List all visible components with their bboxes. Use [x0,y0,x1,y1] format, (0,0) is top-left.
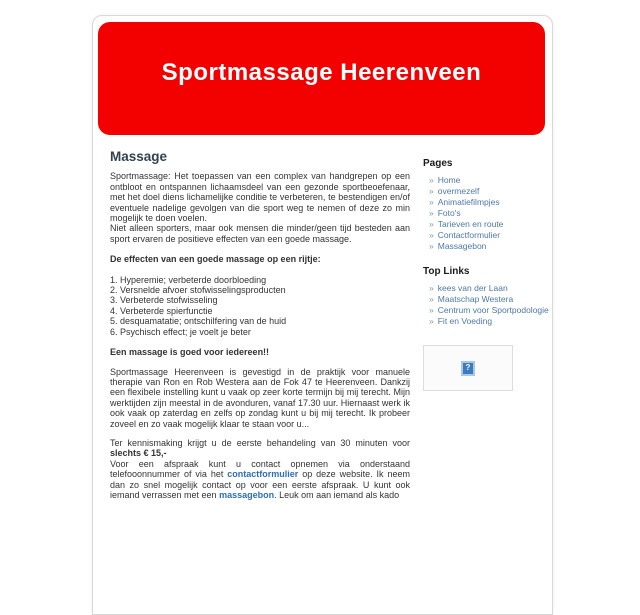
site-container [92,15,553,615]
chevron-bullet-icon: » [429,230,434,240]
about-paragraph: Sportmassage Heerenveen is gevestigd in de praktijk voor manuele therapie van Ron en Rob Westera aan de Fok 47 te Heerenveen. Dankzij een flexibele instelling kunt u vaak op zeer korte termijn bij mij terecht. Mijn werktijden zijn meestal in de avonduren, vanaf 17.30 uur. Hiernaast werk ik ook vaak op zaterdag en zelfs op zondag kunt u bij mij terecht. Ik probeer zoveel en zo vaak mogelijk klaar te staan voor u... [110,366,410,429]
chevron-bullet-icon: » [429,197,434,207]
contact-text-2: op deze website. Ik neem dan zo snel mogelijk contact op voor een eerste afspraak. U kunt ook iemand verrassen met een [110,469,410,500]
sidebar-link-overmezelf[interactable] [423,186,549,197]
contact-text-1: Voor een afspraak kunt u contact opnemen via onderstaand telefooonnummer of via het [110,458,410,480]
chevron-bullet-icon: » [429,283,434,293]
effects-item: 6. Psychisch effect; je voelt je beter [110,326,251,337]
sidebar-link-label: Maatschap Westera [437,294,514,304]
intro-text-1: Sportmassage: Het toepassen van een complex van handgrepen op een ontbloot en ontspannen lichaamsdeel van een gezonde sportbeoefenaar, met het doel diens lichamelijke conditie te verbeteren, te bestendigen en/of eventuele nadelige gevolgen van die sport weg te nemen of deze zo min mogelijk te doen voelen. [110,171,410,224]
chevron-bullet-icon: » [429,294,434,304]
chevron-bullet-icon: » [429,186,434,196]
toplink-maatschap-westera[interactable] [423,294,549,305]
chevron-bullet-icon: » [429,316,434,326]
top-links-list [423,283,549,327]
chevron-bullet-icon: » [429,219,434,229]
sidebar-link-label: Massagebon [437,241,487,251]
sidebar-link-label: overmezelf [437,186,480,196]
site-title[interactable]: Sportmassage Heerenveen [161,58,482,86]
toplink-fit-en-voeding[interactable] [423,316,549,327]
effects-item: 2. Versnelde afvoer stofwisselingsproducten [110,285,286,296]
sidebar-link-label: Contactformulier [437,230,501,240]
offer-text: Ter kennismaking krijgt u de eerste behandeling van 30 minuten voor [110,437,410,448]
sidebar-link-label: Animatiefilmpjes [437,197,500,207]
chevron-bullet-icon: » [429,305,434,315]
sidebar [423,135,549,500]
broken-image-glyph: ? [465,363,471,372]
toplink-kees-van-der-laan[interactable] [423,283,549,294]
post-title: Massage [110,149,168,164]
sidebar-link-fotos[interactable] [423,208,549,219]
contact-text-3: . Leuk om aan iemand als kado [274,489,400,500]
pages-list [423,175,549,252]
sidebar-link-label: Tarieven en route [437,219,504,229]
sidebar-link-label: Fit en Voeding [437,316,493,326]
sidebar-link-home[interactable] [423,175,549,186]
effects-item: 1. Hyperemie; verbeterde doorbloeding [110,274,267,285]
main-column [110,135,410,500]
chevron-bullet-icon: » [429,241,434,251]
toplink-centrum-voor-sportpodologie[interactable] [423,305,549,316]
contactformulier-link[interactable]: contactformulier [227,469,299,480]
sidebar-link-label: Foto's [437,208,461,218]
effects-item: 4. Verbeterde spierfunctie [110,305,213,316]
intro-paragraph [110,171,410,244]
slogan: Een massage is goed voor iedereen!! [110,347,270,358]
effects-item: 5. desquamatatie; ontschilfering van de huid [110,316,287,327]
offer-paragraph [110,438,410,500]
sidebar-link-contactformulier[interactable] [423,230,549,241]
sidebar-link-tarieven-en-route[interactable] [423,219,549,230]
broken-image-icon [461,361,475,376]
image-widget [423,345,513,391]
effects-item: 3. Verbeterde stofwisseling [110,295,218,306]
massagebon-link[interactable]: massagebon [219,489,275,500]
site-header [98,22,545,135]
sidebar-link-label: Home [437,175,461,185]
effects-heading: De effecten van een goede massage op een rijtje: [110,254,321,265]
offer-price: slechts € 15,- [110,448,167,459]
content-area [93,135,552,500]
pages-heading: Pages [423,158,453,169]
sidebar-link-label: Centrum voor Sportpodologie [437,305,549,315]
top-links-heading: Top Links [423,266,470,277]
sidebar-link-label: kees van der Laan [437,283,508,293]
chevron-bullet-icon: » [429,175,434,185]
sidebar-link-animatiefilmpjes[interactable] [423,197,549,208]
sidebar-link-massagebon[interactable] [423,241,549,252]
chevron-bullet-icon: » [429,208,434,218]
intro-text-2: Niet alleen sporters, maar ook mensen die minder/geen tijd besteden aan sport ervaren de positieve effecten van een goede massage. [110,223,410,244]
effects-list [110,275,410,337]
